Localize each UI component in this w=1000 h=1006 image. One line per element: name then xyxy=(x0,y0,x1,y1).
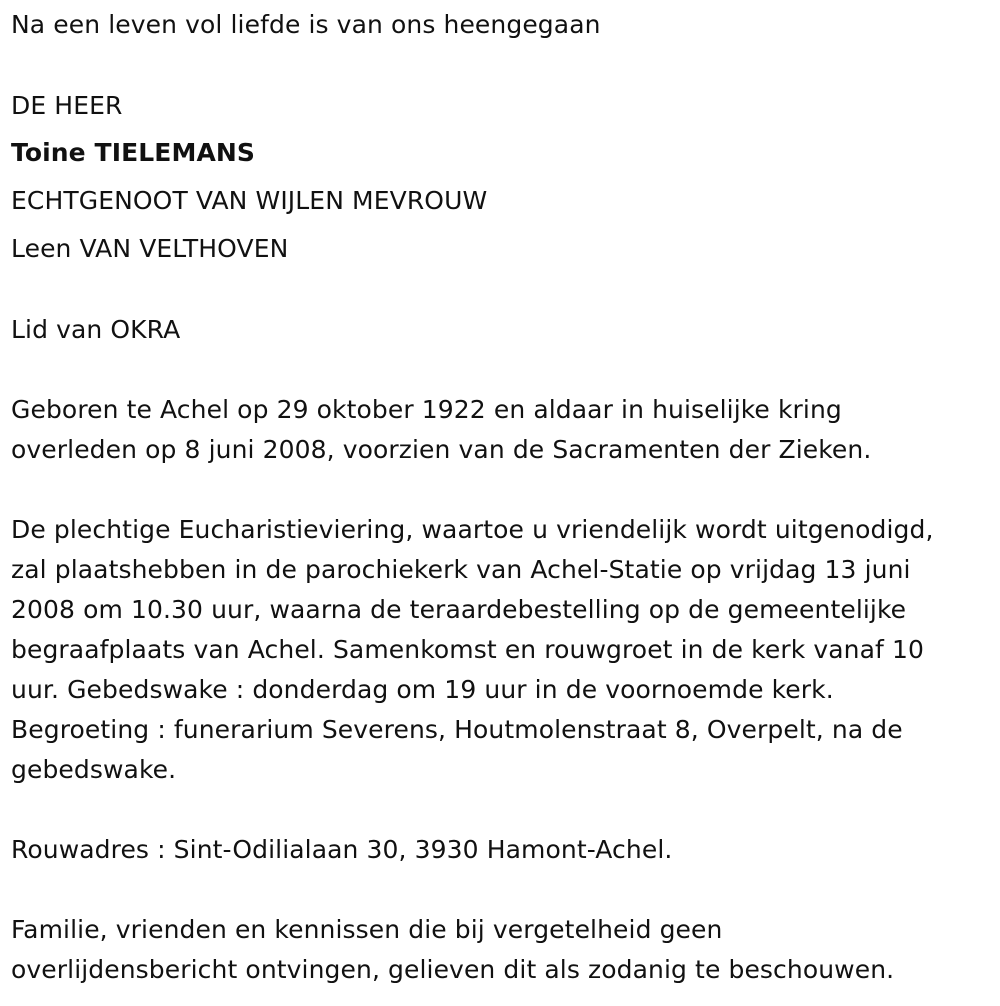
ceremony-line-7: gebedswake. xyxy=(11,755,177,784)
ceremony-line-2: zal plaatshebben in de parochiekerk van Achel-Statie op vrijdag 13 juni xyxy=(11,555,911,584)
intro-text: Na een leven vol liefde is van ons heengegaan xyxy=(11,10,601,39)
closing-line-1: Familie, vrienden en kennissen die bij vergetelheid geen xyxy=(11,915,723,944)
title-prefix: DE HEER xyxy=(11,91,123,120)
birth-death-line-2: overleden op 8 juni 2008, voorzien van de Sacramenten der Zieken. xyxy=(11,435,872,464)
spouse-name: Leen VAN VELTHOVEN xyxy=(11,234,289,263)
membership-text: Lid van OKRA xyxy=(11,315,181,344)
ceremony-line-5: uur. Gebedswake : donderdag om 19 uur in de voornoemde kerk. xyxy=(11,675,834,704)
ceremony-line-3: 2008 om 10.30 uur, waarna de teraardebestelling op de gemeentelijke xyxy=(11,595,907,624)
ceremony-line-1: De plechtige Eucharistieviering, waartoe u vriendelijk wordt uitgenodigd, xyxy=(11,515,934,544)
spouse-label: ECHTGENOOT VAN WIJLEN MEVROUW xyxy=(11,186,488,215)
ceremony-line-4: begraafplaats van Achel. Samenkomst en rouwgroet in de kerk vanaf 10 xyxy=(11,635,924,664)
closing-line-2: overlijdensbericht ontvingen, gelieven dit als zodanig te beschouwen. xyxy=(11,955,895,984)
deceased-name: Toine TIELEMANS xyxy=(11,138,256,167)
ceremony-line-6: Begroeting : funerarium Severens, Houtmolenstraat 8, Overpelt, na de xyxy=(11,715,903,744)
address-text: Rouwadres : Sint-Odilialaan 30, 3930 Hamont-Achel. xyxy=(11,835,673,864)
birth-death-line-1: Geboren te Achel op 29 oktober 1922 en aldaar in huiselijke kring xyxy=(11,395,842,424)
